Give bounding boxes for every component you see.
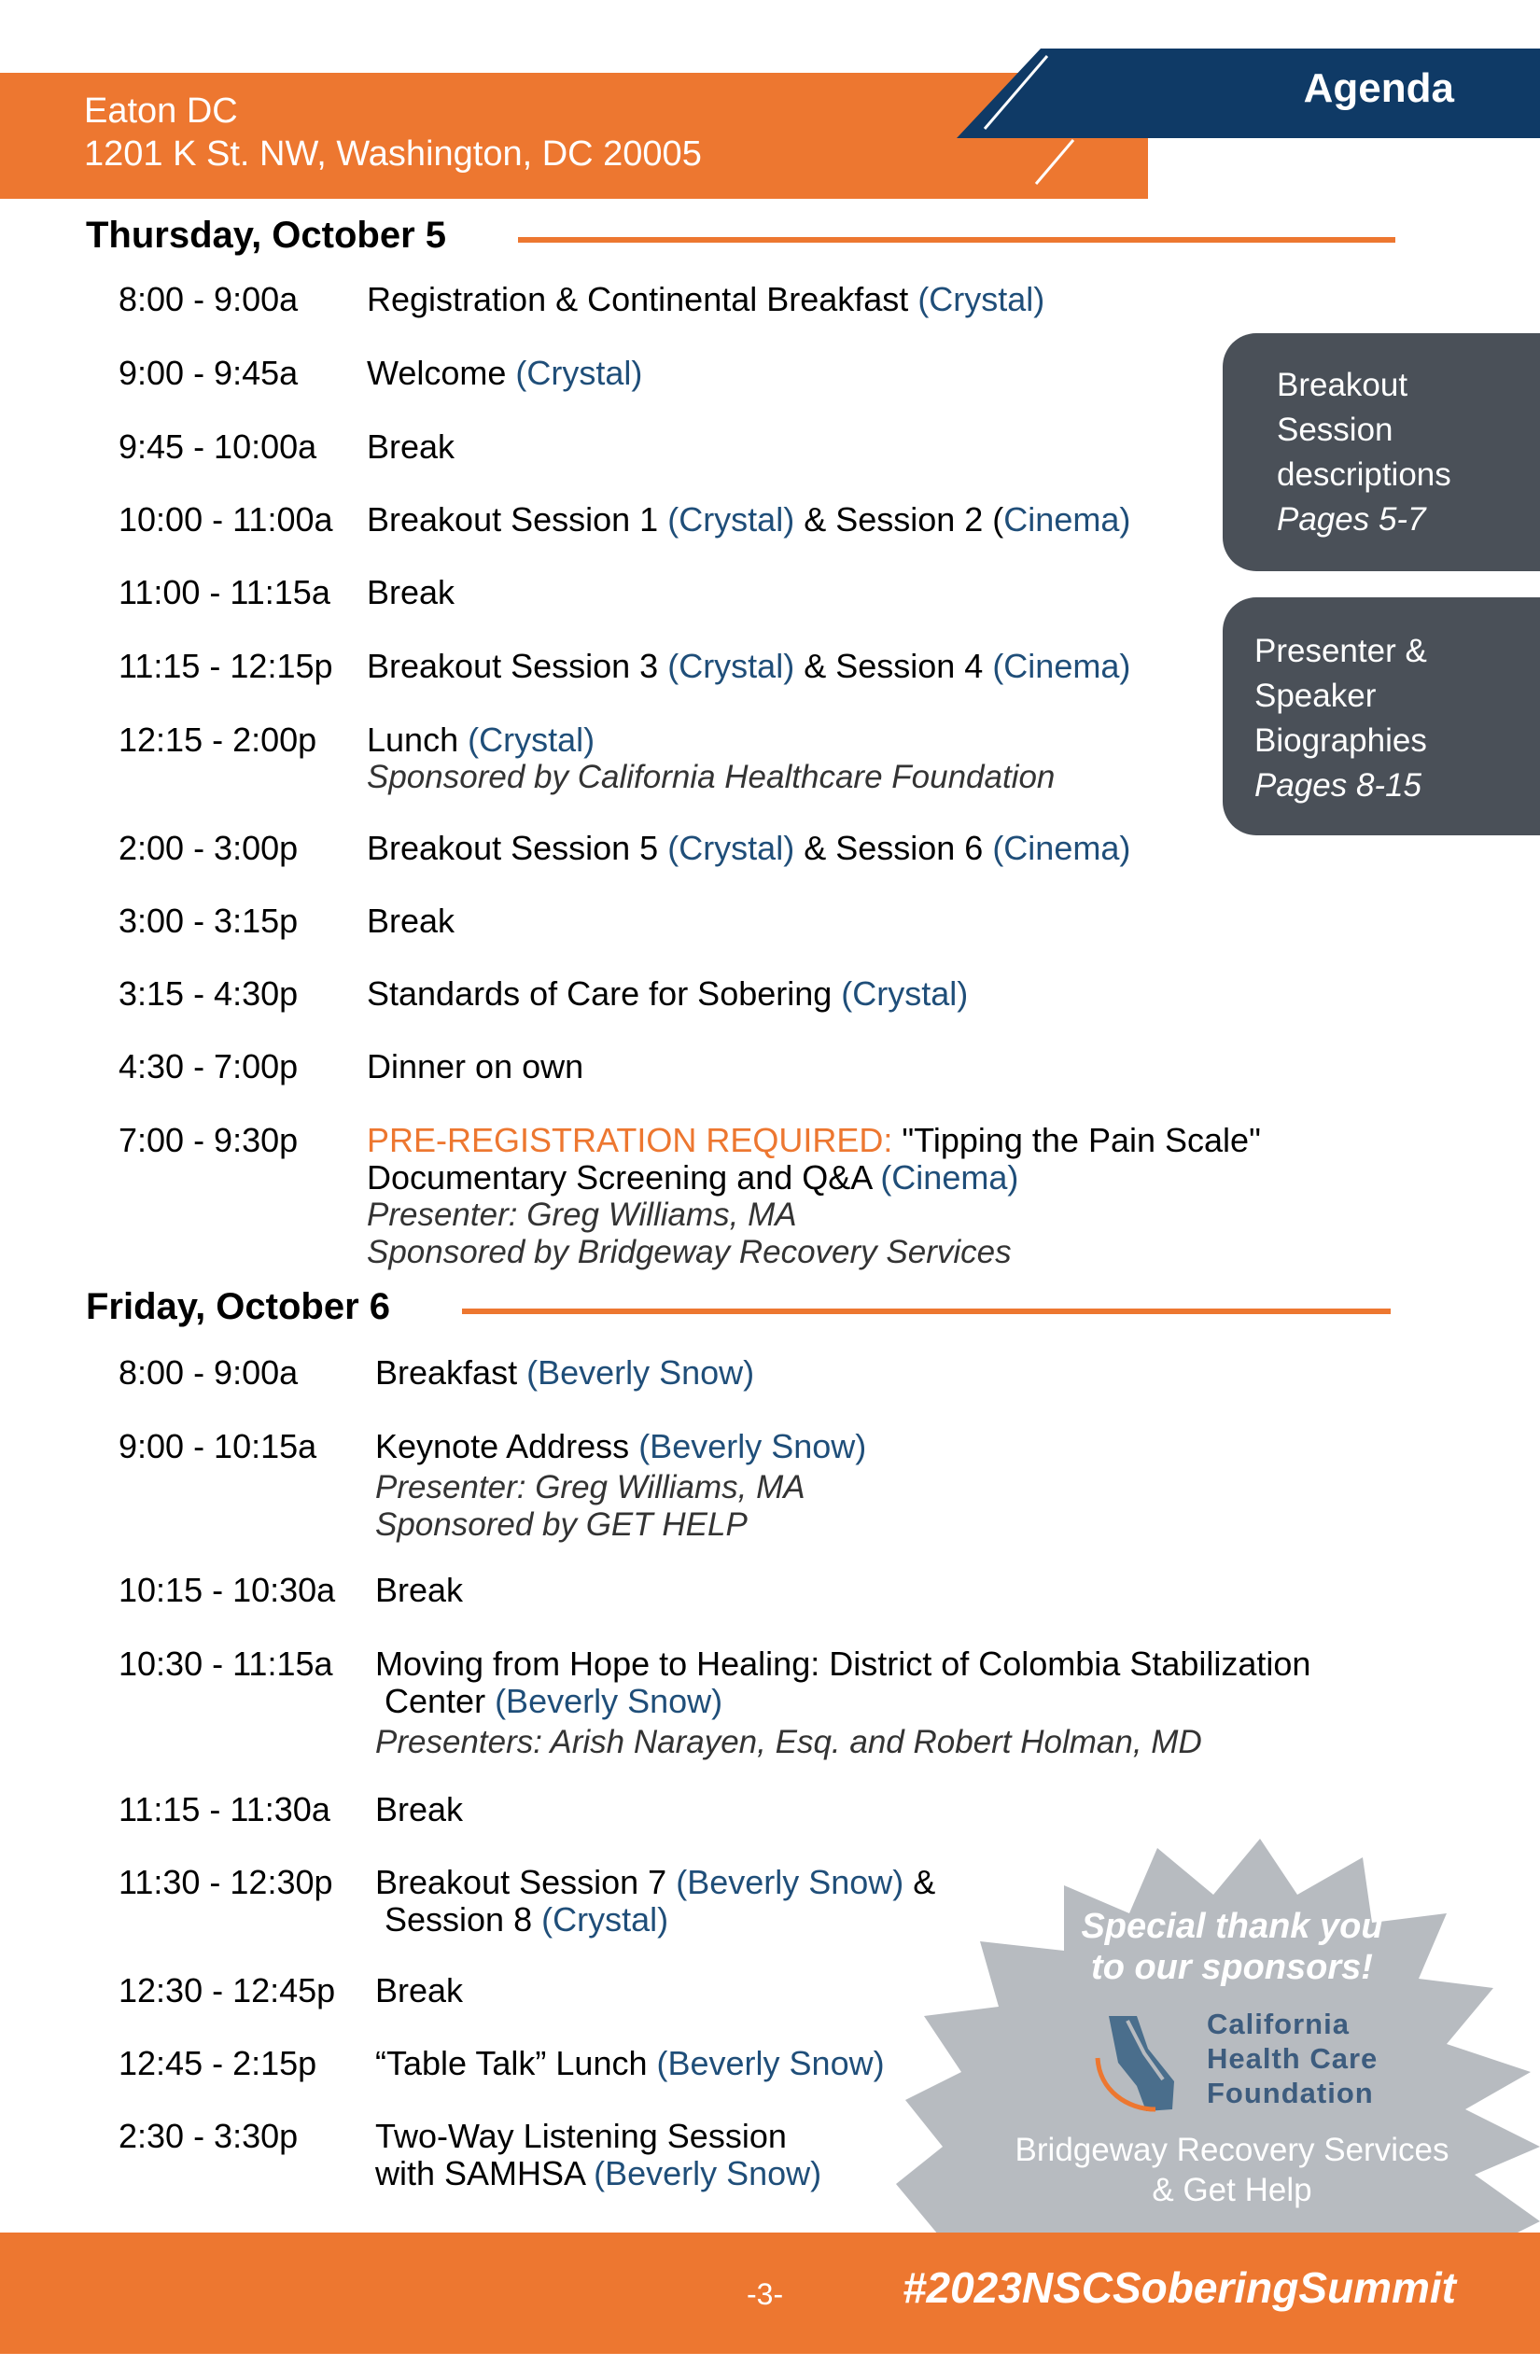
session-text: Documentary Screening and Q&A xyxy=(367,1158,881,1197)
agenda-item xyxy=(367,428,455,466)
agenda-item xyxy=(367,721,1055,796)
agenda-item-line xyxy=(375,1864,935,1901)
session-text: Break xyxy=(375,1571,464,1609)
agenda-item xyxy=(375,1791,463,1828)
registration-warning: PRE-REGISTRATION REQUIRED: xyxy=(367,1121,893,1159)
agenda-item-line xyxy=(367,281,1044,318)
agenda-time: 8:00 - 9:00a xyxy=(119,1353,299,1392)
agenda-item-line xyxy=(367,1048,583,1085)
event-hashtag: #2023NSCSoberingSummit xyxy=(902,2263,1456,2312)
session-text: "Tipping the Pain Scale" xyxy=(892,1121,1261,1159)
agenda-item-line xyxy=(375,1791,463,1828)
agenda-item-line xyxy=(375,1683,1310,1720)
agenda-time: 9:00 - 10:15a xyxy=(119,1427,317,1465)
agenda-time: 4:30 - 7:00p xyxy=(119,1047,299,1085)
sponsor-name: & Get Help xyxy=(1152,2172,1312,2208)
agenda-item-line xyxy=(375,1645,1310,1683)
room-label: (Beverly Snow) xyxy=(526,1353,755,1392)
room-label: Cinema) xyxy=(1003,500,1131,539)
session-text: Break xyxy=(367,427,455,466)
room-label: (Crystal) xyxy=(515,354,643,392)
room-label: (Crystal) xyxy=(667,829,795,867)
tab-line: descriptions xyxy=(1277,456,1451,493)
agenda-item-line xyxy=(367,1159,1261,1197)
venue-block xyxy=(84,90,702,175)
session-text: Break xyxy=(367,902,455,940)
agenda-item-line xyxy=(367,903,455,940)
room-label: (Beverly Snow) xyxy=(676,1863,904,1901)
logo-line: California xyxy=(1207,2008,1350,2040)
agenda-item xyxy=(367,501,1130,539)
agenda-item-line xyxy=(367,501,1130,539)
room-label: (Crystal) xyxy=(667,647,795,685)
day-rule xyxy=(518,237,1395,243)
logo-line: Foundation xyxy=(1207,2077,1374,2109)
agenda-item-line xyxy=(367,648,1130,685)
agenda-time: 11:00 - 11:15a xyxy=(119,573,330,611)
agenda-note: Sponsored by Bridgeway Recovery Services xyxy=(367,1234,1012,1270)
session-text: Break xyxy=(367,573,455,611)
room-label: (Cinema) xyxy=(992,647,1131,685)
room-label: (Cinema) xyxy=(880,1158,1019,1197)
session-text: Breakout Session 1 xyxy=(367,500,668,539)
agenda-item-line xyxy=(375,2045,885,2082)
session-text: Breakout Session 5 xyxy=(367,829,668,867)
agenda-item xyxy=(367,648,1130,685)
tab-breakout-descriptions[interactable] xyxy=(1223,333,1540,571)
agenda-item xyxy=(375,1972,463,2009)
agenda-item xyxy=(367,355,642,392)
agenda-time: 11:15 - 11:30a xyxy=(119,1790,330,1828)
agenda-note: Presenter: Greg Williams, MA xyxy=(375,1469,805,1505)
agenda-note: Presenters: Arish Narayen, Esq. and Robert Holman, MD xyxy=(375,1724,1202,1760)
room-label: (Crystal) xyxy=(667,500,795,539)
session-text: with SAMHSA xyxy=(375,2154,595,2192)
agenda-time: 12:30 - 12:45p xyxy=(119,1971,336,2009)
session-text: Registration & Continental Breakfast xyxy=(367,280,918,318)
session-text: & Session 4 xyxy=(794,647,993,685)
agenda-item-line xyxy=(375,2118,821,2155)
agenda-time: 11:15 - 12:15p xyxy=(119,647,333,685)
day-rule xyxy=(462,1309,1391,1314)
agenda-item xyxy=(375,1645,1310,1761)
session-text: Dinner on own xyxy=(367,1047,584,1085)
session-text: Moving from Hope to Healing: District of Colombia Stabilization xyxy=(375,1645,1311,1683)
agenda-time: 8:00 - 9:00a xyxy=(119,280,299,318)
room-label: (Crystal) xyxy=(468,721,595,759)
agenda-item-line xyxy=(367,721,1055,759)
agenda-item-line xyxy=(375,1972,463,2009)
agenda-note: Sponsored by GET HELP xyxy=(375,1506,748,1543)
room-label: (Cinema) xyxy=(992,829,1131,867)
session-text: Breakout Session 7 xyxy=(375,1863,677,1901)
agenda-time: 10:30 - 11:15a xyxy=(119,1645,333,1683)
agenda-item-line xyxy=(367,355,642,392)
agenda-item-line xyxy=(367,1122,1261,1159)
agenda-item xyxy=(367,1048,583,1085)
agenda-item-line xyxy=(375,1901,935,1939)
sponsor-heading xyxy=(1027,1906,1437,1988)
session-text: & Session 6 xyxy=(794,829,993,867)
agenda-item xyxy=(375,1572,463,1609)
session-text: Break xyxy=(375,1971,464,2009)
agenda-time: 10:15 - 10:30a xyxy=(119,1571,336,1609)
agenda-time: 9:45 - 10:00a xyxy=(119,427,317,466)
agenda-time: 12:15 - 2:00p xyxy=(119,721,317,759)
agenda-item xyxy=(375,1354,754,1392)
agenda-item-line xyxy=(375,1428,866,1465)
agenda-item xyxy=(367,903,455,940)
venue-name: Eaton DC xyxy=(84,91,238,131)
session-text: Keynote Address xyxy=(375,1427,639,1465)
session-text: Center xyxy=(375,1682,496,1720)
agenda-item xyxy=(375,2045,885,2082)
venue-address: 1201 K St. NW, Washington, DC 20005 xyxy=(84,134,702,174)
agenda-time: 2:30 - 3:30p xyxy=(119,2117,299,2155)
agenda-item xyxy=(367,281,1044,318)
room-label: (Beverly Snow) xyxy=(638,1427,867,1465)
room-label: (Beverly Snow) xyxy=(495,1682,723,1720)
room-label: (Beverly Snow) xyxy=(656,2044,885,2082)
agenda-item-line xyxy=(375,1572,463,1609)
tab-pages: Pages 5-7 xyxy=(1277,501,1426,538)
agenda-time: 10:00 - 11:00a xyxy=(119,500,333,539)
session-text: “Table Talk” Lunch xyxy=(375,2044,657,2082)
session-text: Lunch xyxy=(367,721,469,759)
agenda-time: 2:00 - 3:00p xyxy=(119,829,299,867)
logo-line: Health Care xyxy=(1207,2042,1379,2075)
agenda-item xyxy=(367,830,1130,867)
agenda-item xyxy=(375,2118,821,2192)
agenda-item xyxy=(367,975,968,1013)
session-text: Breakfast xyxy=(375,1353,527,1392)
session-text: Break xyxy=(375,1790,464,1828)
room-label: (Crystal) xyxy=(917,280,1045,318)
other-sponsors xyxy=(989,2130,1475,2210)
chcf-logo-icon xyxy=(1090,2007,1193,2119)
agenda-item-line xyxy=(375,1354,754,1392)
session-text: Welcome xyxy=(367,354,516,392)
day-heading-friday: Friday, October 6 xyxy=(86,1286,391,1327)
tab-pages: Pages 8-15 xyxy=(1254,767,1422,804)
session-text: Two-Way Listening Session xyxy=(375,2117,787,2155)
agenda-item xyxy=(375,1864,935,1939)
sponsor-heading-line: Special thank you xyxy=(1081,1907,1383,1946)
session-text: & xyxy=(903,1863,936,1901)
agenda-item-line xyxy=(367,975,968,1013)
chcf-logo-text xyxy=(1207,2007,1378,2110)
tab-line: Presenter & xyxy=(1254,633,1427,669)
agenda-time: 3:00 - 3:15p xyxy=(119,902,299,940)
agenda-time: 11:30 - 12:30p xyxy=(119,1863,333,1901)
agenda-time: 7:00 - 9:30p xyxy=(119,1121,299,1159)
agenda-time: 9:00 - 9:45a xyxy=(119,354,299,392)
room-label: (Crystal) xyxy=(541,1900,669,1939)
session-text: & Session 2 ( xyxy=(794,500,1004,539)
agenda-item-line xyxy=(367,830,1130,867)
tab-line: Breakout xyxy=(1277,367,1408,403)
room-label: (Crystal) xyxy=(841,974,969,1013)
page-title: Agenda xyxy=(1303,65,1454,111)
agenda-item xyxy=(367,1122,1261,1271)
agenda-time: 3:15 - 4:30p xyxy=(119,974,299,1013)
agenda-item xyxy=(367,574,455,611)
page-number: -3- xyxy=(747,2277,784,2311)
room-label: (Beverly Snow) xyxy=(594,2154,822,2192)
sponsor-heading-line: to our sponsors! xyxy=(1091,1948,1373,1987)
tab-presenter-biographies[interactable] xyxy=(1223,597,1540,835)
agenda-item-line xyxy=(367,574,455,611)
agenda-note: Presenter: Greg Williams, MA xyxy=(367,1197,797,1233)
tab-line: Speaker xyxy=(1254,678,1377,714)
session-text: Standards of Care for Sobering xyxy=(367,974,842,1013)
agenda-time: 12:45 - 2:15p xyxy=(119,2044,317,2082)
agenda-note: Sponsored by California Healthcare Foundation xyxy=(367,759,1056,795)
sponsor-name: Bridgeway Recovery Services xyxy=(1015,2132,1449,2168)
session-text: Breakout Session 3 xyxy=(367,647,668,685)
agenda-item xyxy=(375,1428,866,1544)
agenda-item-line xyxy=(367,428,455,466)
day-heading-thursday: Thursday, October 5 xyxy=(86,215,447,256)
tab-line: Biographies xyxy=(1254,722,1427,759)
tab-line: Session xyxy=(1277,412,1393,448)
session-text: Session 8 xyxy=(375,1900,542,1939)
agenda-item-line xyxy=(375,2155,821,2192)
